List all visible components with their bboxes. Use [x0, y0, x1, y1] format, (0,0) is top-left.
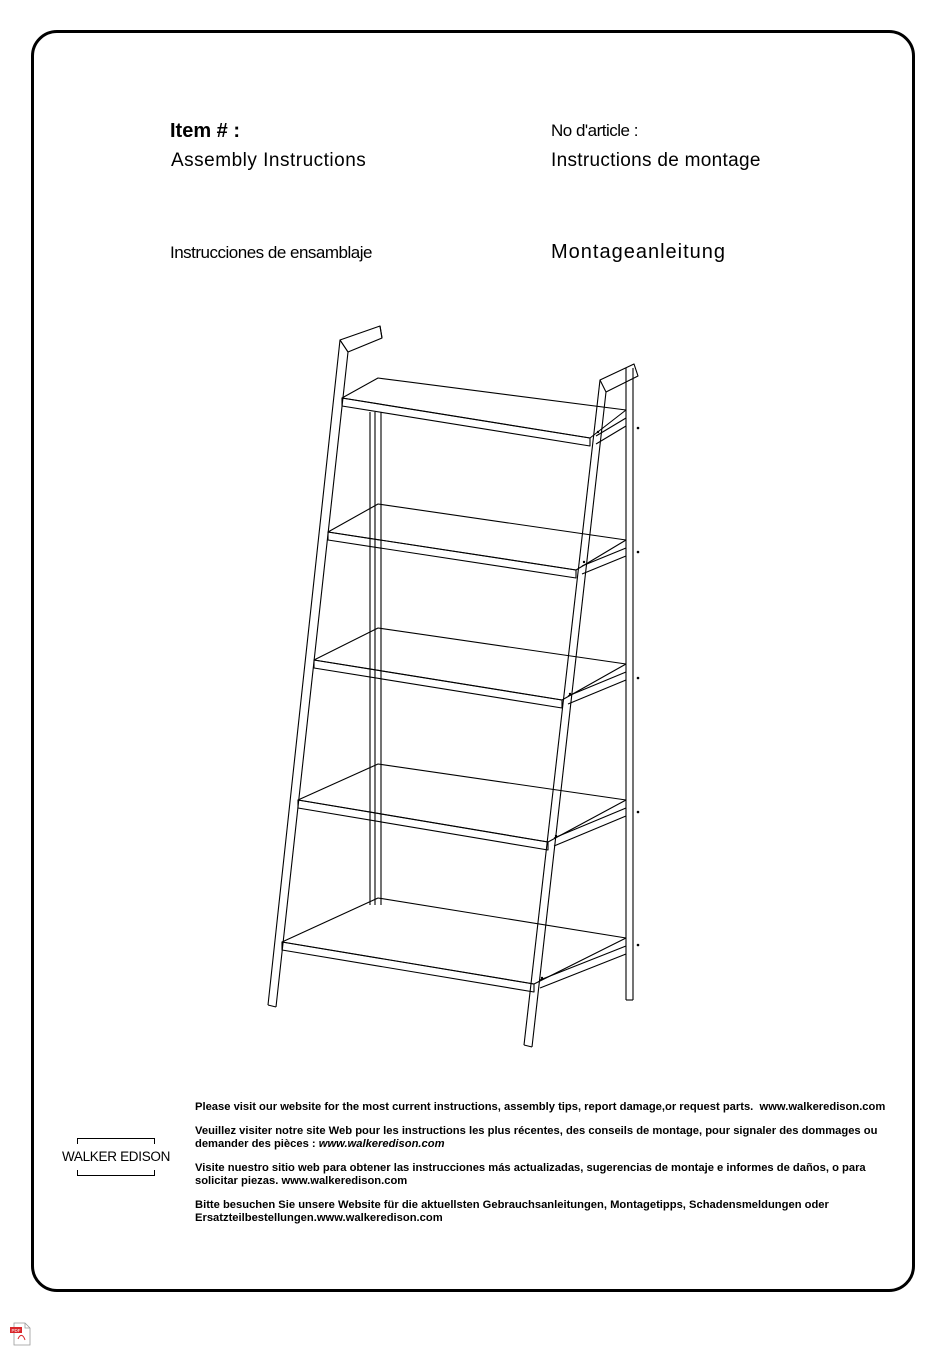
assembly-instructions-title: Assembly Instructions — [171, 150, 367, 171]
note-english — [195, 1101, 895, 1115]
bolt-dots — [541, 427, 640, 980]
note-german — [195, 1199, 895, 1226]
logo-text: WALKER EDISON — [61, 1149, 171, 1164]
no-article-label: No d'article : — [551, 121, 638, 140]
shelf-4 — [298, 764, 626, 850]
walker-edison-logo — [60, 1138, 172, 1176]
item-number-label: Item # : — [170, 120, 241, 142]
website-notes — [195, 1101, 895, 1236]
shelf-3 — [314, 628, 626, 708]
left-top-cap — [340, 326, 382, 352]
front-right-rail — [524, 380, 606, 1047]
note-french-text: Veuillez visiter notre site Web pour les instructions les plus récentes, des conseils de montage, pour signaler des dommages ou demander des pièces : — [195, 1124, 878, 1150]
website-link-es[interactable]: www.walkeredison.com — [281, 1175, 408, 1187]
website-link-fr[interactable]: www.walkeredison.com — [318, 1138, 445, 1150]
note-english-text: Please visit our website for the most current instructions, assembly tips, report damage,or request parts. — [195, 1101, 754, 1113]
note-french — [195, 1125, 895, 1152]
note-spanish — [195, 1162, 895, 1189]
instrucciones-ensamblaje-title: Instrucciones de ensamblaje — [170, 243, 372, 262]
logo-bracket-bottom — [77, 1170, 155, 1176]
instructions-montage-title: Instructions de montage — [551, 150, 761, 171]
website-link-de[interactable]: www.walkeredison.com — [316, 1212, 443, 1224]
shelf-1 — [342, 378, 626, 446]
website-link-en[interactable]: www.walkeredison.com — [759, 1101, 886, 1113]
shelf-5 — [282, 898, 626, 992]
right-top-cap — [600, 364, 638, 392]
montageanleitung-title: Montageanleitung — [551, 241, 727, 263]
pdf-label: PDF — [11, 1328, 21, 1333]
pdf-file-icon — [8, 1321, 34, 1347]
rear-right-upright — [626, 368, 633, 1000]
rear-left-upright — [370, 412, 381, 905]
note-spanish-text: Visite nuestro sitio web para obtener las instrucciones más actualizadas, sugerencias de montaje e informes de daños, o para solicitar piezas. — [195, 1161, 866, 1187]
logo-bracket-top — [77, 1138, 155, 1144]
ladder-shelf-illustration — [260, 318, 650, 1053]
front-left-rail — [268, 340, 348, 1007]
note-german-text: Bitte besuchen Sie unsere Website für die aktuellsten Gebrauchsanleitungen, Montagetipps, Schadensmeldungen oder Ersatzteilbestellungen. — [195, 1198, 829, 1224]
